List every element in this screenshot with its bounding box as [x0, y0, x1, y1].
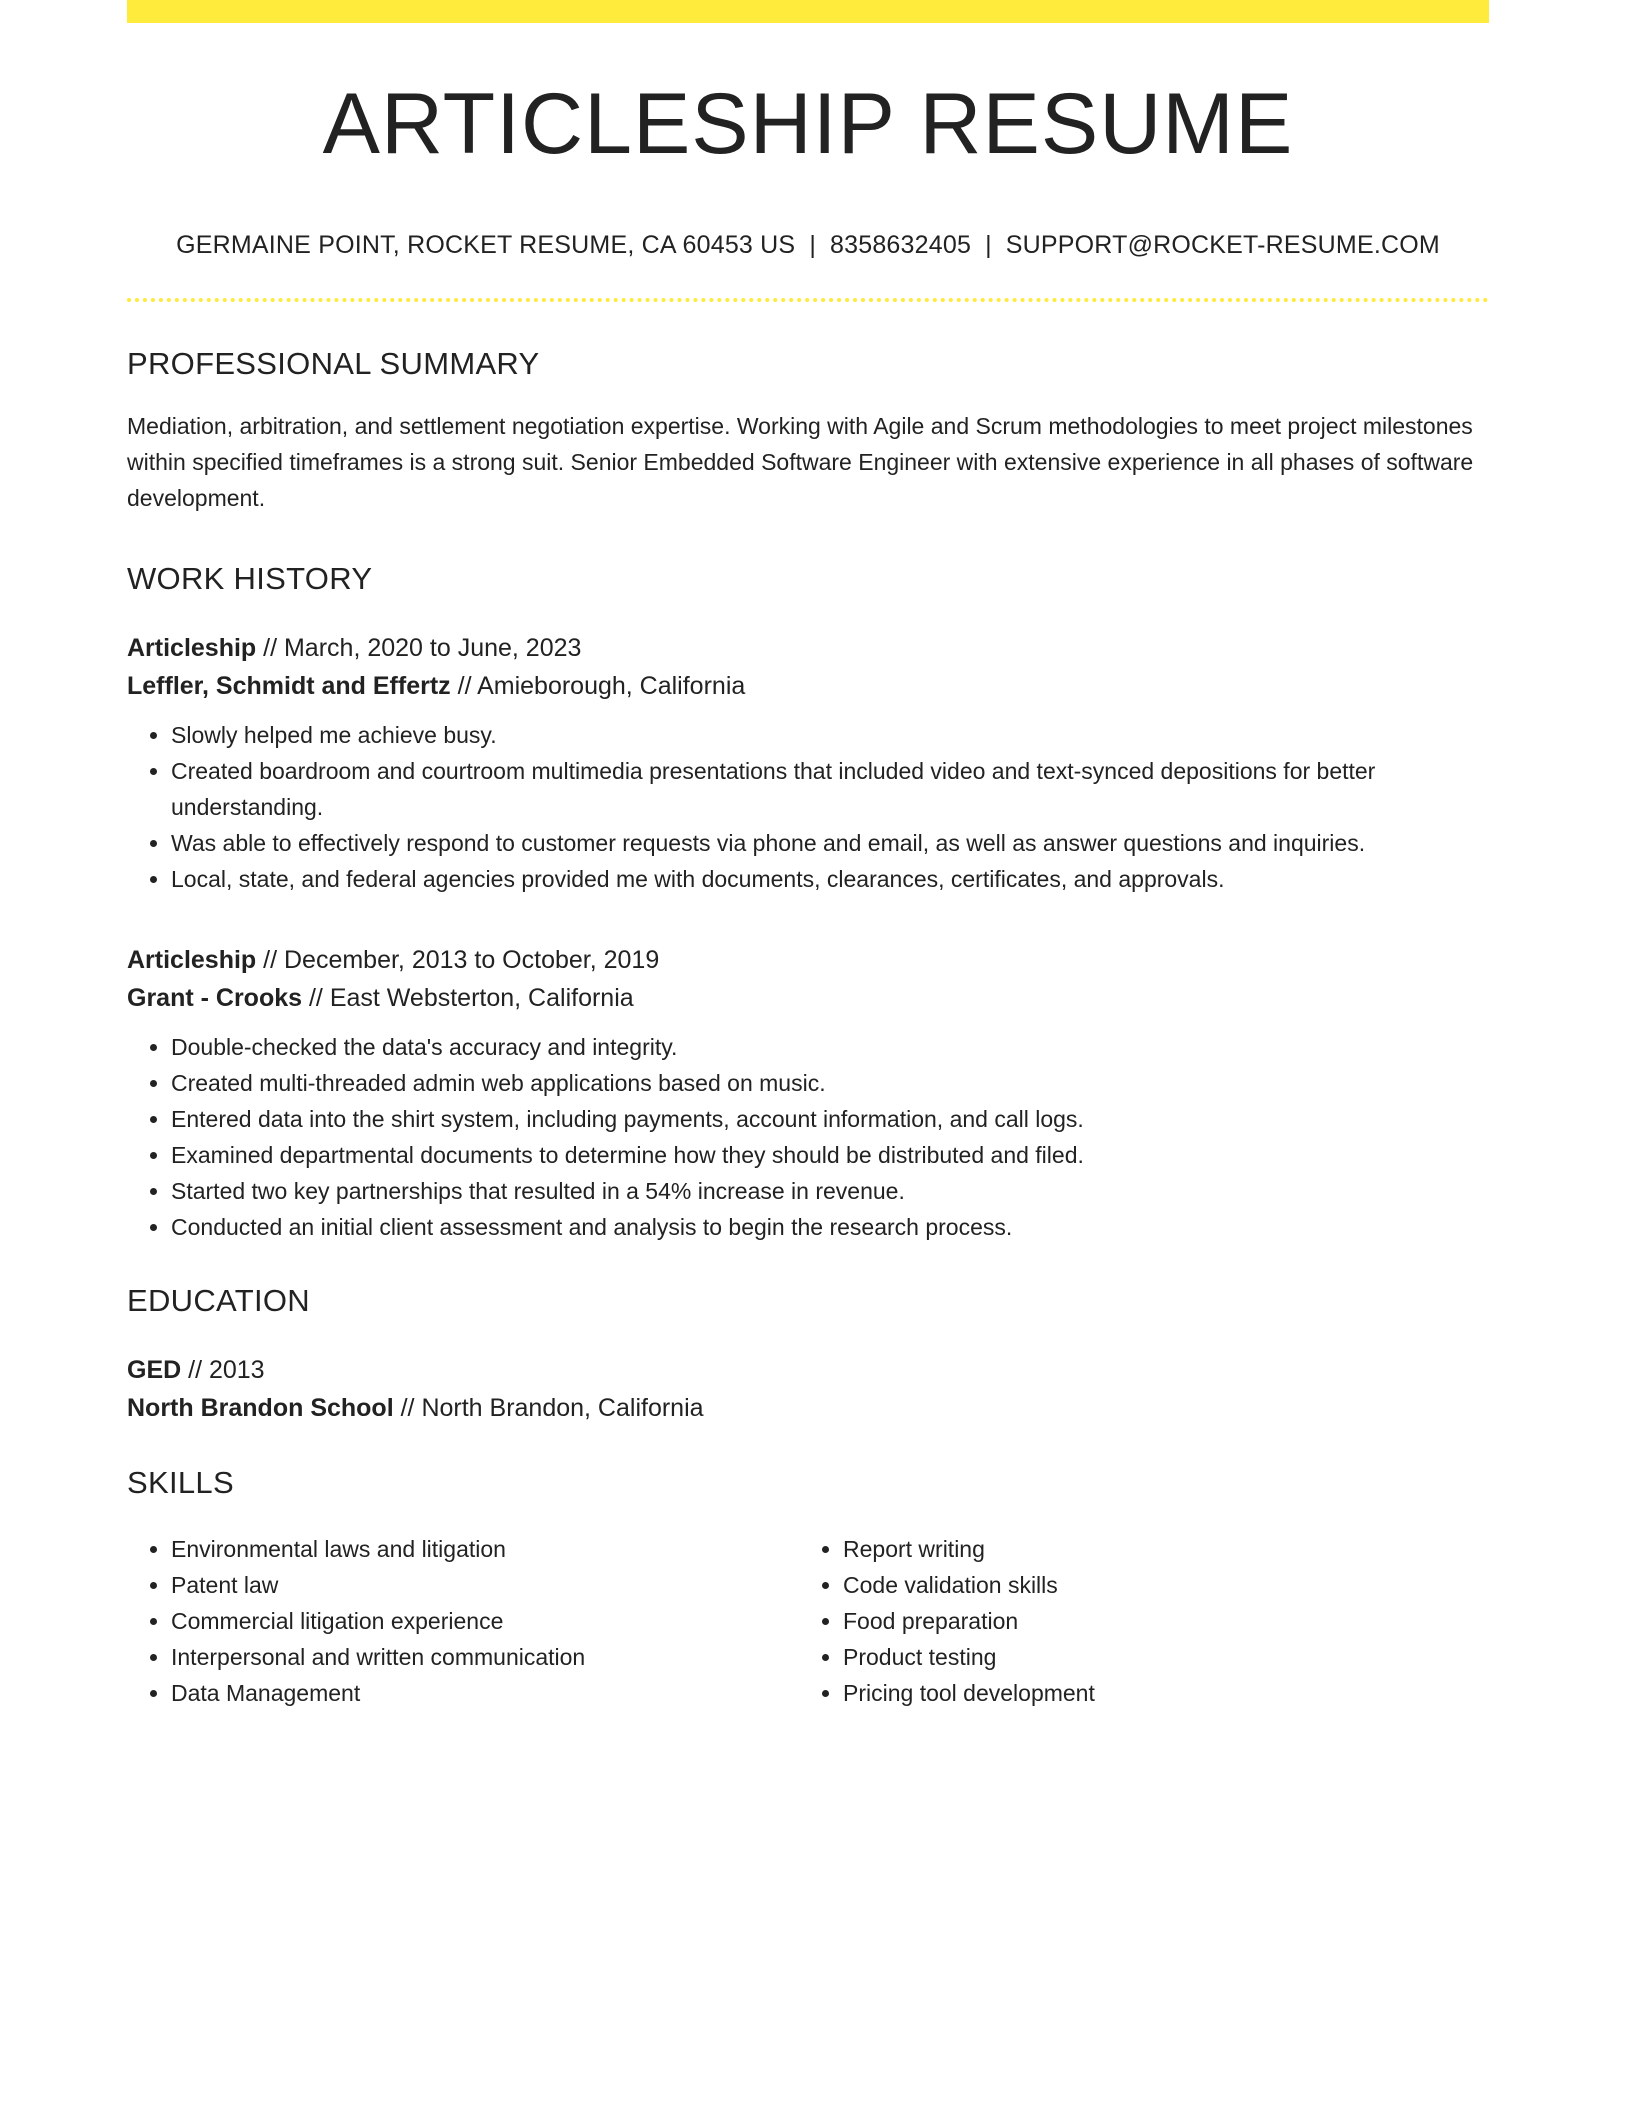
top-accent-bar: [127, 0, 1489, 23]
job-bullet: • Double-checked the data's accuracy and integrity.: [171, 1029, 1489, 1065]
job-bullet: • Created boardroom and courtroom multimedia presentations that included video and text-synced depositions for better understanding.: [171, 753, 1489, 825]
skill-item: • Food preparation: [843, 1603, 1471, 1639]
education-year: // 2013: [181, 1356, 265, 1384]
education-entry: [127, 1351, 1489, 1427]
skills-section: [127, 1465, 1489, 1711]
education-degree-line: [127, 1351, 1489, 1389]
education-school-line: [127, 1389, 1489, 1427]
education-heading: EDUCATION: [127, 1283, 310, 1318]
skill-item: • Code validation skills: [843, 1567, 1471, 1603]
job-title-line: [127, 941, 1489, 979]
skills-columns: [127, 1531, 1489, 1711]
job-location: // Amieborough, California: [450, 672, 746, 700]
contact-phone: 8358632405: [830, 231, 972, 259]
skills-list-right: [799, 1531, 1471, 1711]
education-section: [127, 1283, 1489, 1427]
job-company: Grant - Crooks: [127, 984, 303, 1012]
job-entry: [127, 629, 1489, 897]
education-location: // North Brandon, California: [393, 1394, 704, 1422]
job-title-line: [127, 629, 1489, 667]
job-dates: // March, 2020 to June, 2023: [256, 634, 582, 662]
skill-item: • Interpersonal and written communication: [171, 1639, 799, 1675]
job-bullet: • Was able to effectively respond to customer requests via phone and email, as well as answer questions and inquiries.: [171, 825, 1489, 861]
job-bullets: [127, 717, 1489, 897]
job-company-line: [127, 667, 1489, 705]
skill-item: • Patent law: [171, 1567, 799, 1603]
skills-list-left: [127, 1531, 799, 1711]
work-history-heading: WORK HISTORY: [127, 561, 373, 596]
job-bullet: • Started two key partnerships that resulted in a 54% increase in revenue.: [171, 1173, 1489, 1209]
job-bullet: • Examined departmental documents to determine how they should be distributed and filed.: [171, 1137, 1489, 1173]
job-company-line: [127, 979, 1489, 1017]
skill-item: • Environmental laws and litigation: [171, 1531, 799, 1567]
summary-heading: PROFESSIONAL SUMMARY: [127, 346, 540, 381]
job-bullet: • Created multi-threaded admin web applications based on music.: [171, 1065, 1489, 1101]
skill-item: • Commercial litigation experience: [171, 1603, 799, 1639]
job-location: // East Websterton, California: [302, 984, 634, 1012]
skill-item: • Report writing: [843, 1531, 1471, 1567]
job-title: Articleship: [127, 946, 257, 974]
job-bullets: [127, 1029, 1489, 1245]
education-degree: GED: [127, 1356, 182, 1384]
job-bullet: • Conducted an initial client assessment and analysis to begin the research process.: [171, 1209, 1489, 1245]
skill-item: • Pricing tool development: [843, 1675, 1471, 1711]
job-entry: [127, 941, 1489, 1245]
contact-separator: |: [809, 231, 817, 259]
dotted-divider: [127, 298, 1489, 302]
skill-item: • Data Management: [171, 1675, 799, 1711]
resume-title: ARTICLESHIP RESUME: [322, 76, 1294, 172]
job-company: Leffler, Schmidt and Effertz: [127, 672, 451, 700]
summary-text: Mediation, arbitration, and settlement negotiation expertise. Working with Agile and Scrum methodologies to meet project milestones within specified timeframes is a strong suit. Senior Embedded Software Engineer with extensive experience in all phases of software development.: [127, 413, 1474, 511]
job-bullet: • Entered data into the shirt system, including payments, account information, and call logs.: [171, 1101, 1489, 1137]
skills-heading: SKILLS: [127, 1465, 234, 1500]
contact-separator: |: [985, 231, 992, 259]
contact-address: GERMAINE POINT, ROCKET RESUME, CA 60453 US: [176, 231, 796, 259]
skill-item: • Product testing: [843, 1639, 1471, 1675]
job-bullet: • Slowly helped me achieve busy.: [171, 717, 1489, 753]
job-bullet: • Local, state, and federal agencies provided me with documents, clearances, certificates, and approvals.: [171, 861, 1489, 897]
contact-line: [127, 231, 1489, 260]
contact-email: SUPPORT@ROCKET-RESUME.COM: [1005, 231, 1440, 259]
job-dates: // December, 2013 to October, 2019: [256, 946, 660, 974]
education-school: North Brandon School: [127, 1394, 394, 1422]
job-title: Articleship: [127, 634, 257, 662]
work-history-section: [127, 561, 1489, 1245]
summary-section: [127, 346, 1489, 516]
resume-page: [127, 0, 1489, 1711]
